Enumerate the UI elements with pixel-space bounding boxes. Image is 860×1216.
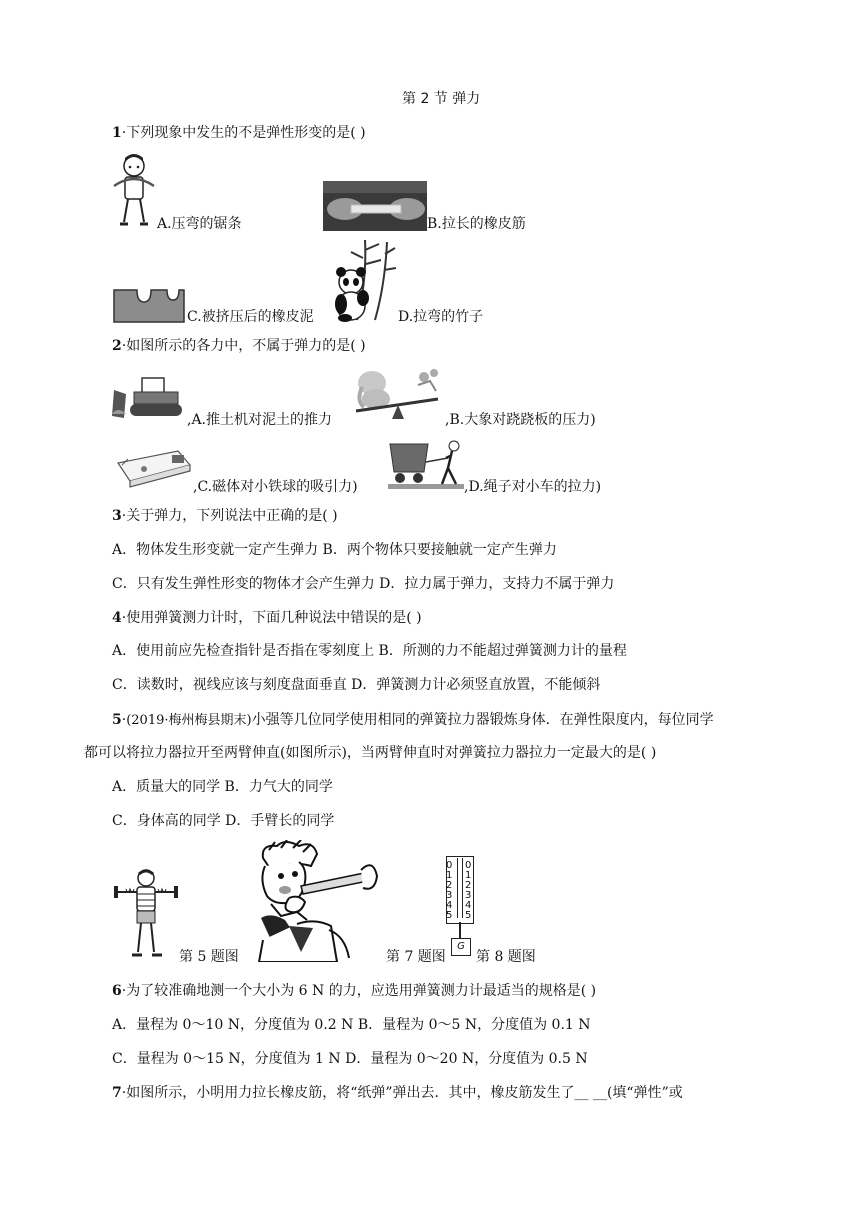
question-number: 4 xyxy=(112,610,122,626)
panda-bamboo-image xyxy=(327,240,397,322)
scale-number-left: 4 xyxy=(446,900,453,911)
question-number: 7 xyxy=(112,1085,122,1101)
boy-bending-saw-image xyxy=(110,152,158,230)
question-3: 3·关于弹力，下列说法中正确的是( ) xyxy=(112,508,338,524)
scale-number-left: 1 xyxy=(446,870,453,881)
question-4: 4·使用弹簧测力计时，下面几种说法中错误的是( ) xyxy=(112,610,422,626)
page-title: 第 2 节 弹力 xyxy=(402,91,481,107)
figure-5-caption: 第 5 题图 xyxy=(179,949,239,965)
question-number: 1 xyxy=(112,125,122,141)
question-number: 2 xyxy=(112,338,122,354)
option-2a: ,A.推土机对泥土的推力 xyxy=(187,412,333,428)
option-1d: D.拉弯的竹子 xyxy=(398,309,484,325)
question-stem: 使用弹簧测力计时，下面几种说法中错误的是( ) xyxy=(126,610,422,626)
question-stem: 关于弹力，下列说法中正确的是( ) xyxy=(126,508,338,524)
bulldozer-image xyxy=(112,374,186,419)
question-1: 1·下列现象中发生的不是弹性形变的是( ) xyxy=(112,125,366,141)
question-stem: 为了较准确地测一个大小为 6 N 的力，应选用弹簧测力计最适当的规格是( ) xyxy=(126,983,597,999)
question-stem: 下列现象中发生的不是弹性形变的是( ) xyxy=(126,125,366,141)
boy-pulling-cart-image xyxy=(388,440,464,490)
options-line: C．量程为 0～15 N，分度值为 1 N D．量程为 0～20 N，分度值为 0.5 N xyxy=(112,1051,588,1067)
option-2d: ,D.绳子对小车的拉力) xyxy=(464,479,602,495)
options-line: C．读数时，视线应该与刻度盘面垂直 D．弹簧测力计必须竖直放置，不能倾斜 xyxy=(112,677,601,693)
option-2b: ,B.大象对跷跷板的压力) xyxy=(445,412,596,428)
scale-number-left: 0 xyxy=(446,860,453,871)
scale-number-left: 3 xyxy=(446,890,453,901)
question-number: 5 xyxy=(112,712,122,728)
question-2: 2·如图所示的各力中，不属于弹力的是( ) xyxy=(112,338,366,354)
question-5: 5·(2019·梅州梅县期末)小强等几位同学使用相同的弹簧拉力器锻炼身体．在弹性限度内，每位同学 xyxy=(112,712,714,728)
option-2c: ,C.磁体对小铁球的吸引力) xyxy=(193,479,358,495)
question-stem-continued: 都可以将拉力器拉开至两臂伸直(如图所示)，当两臂伸直时对弹簧拉力器拉力一定最大的是( ) xyxy=(84,745,657,761)
options-line: C．只有发生弹性形变的物体才会产生弹力 D．拉力属于弹力，支持力不属于弹力 xyxy=(112,576,615,592)
options-line: A．使用前应先检查指针是否指在零刻度上 B．所测的力不能超过弹簧测力计的量程 xyxy=(112,643,627,659)
spring-scale-image xyxy=(446,856,474,964)
question-7: 7·如图所示，小明用力拉长橡皮筋，将“纸弹”弹出去．其中，橡皮筋发生了__ __(填“弹性”或 xyxy=(112,1085,683,1101)
options-line: C．身体高的同学 D．手臂长的同学 xyxy=(112,813,335,829)
question-stem: 如图所示的各力中，不属于弹力的是( ) xyxy=(126,338,366,354)
option-1b: B.拉长的橡皮筋 xyxy=(427,216,526,232)
weight-block: G xyxy=(451,938,471,956)
question-stem: 如图所示，小明用力拉长橡皮筋，将“纸弹”弹出去．其中，橡皮筋发生了__ __(填“弹性”或 xyxy=(126,1085,683,1101)
rubber-band-stretch-image xyxy=(323,181,427,231)
option-1c: C.被挤压后的橡皮泥 xyxy=(187,309,314,325)
options-line: A．物体发生形变就一定产生弹力 B．两个物体只要接触就一定产生弹力 xyxy=(112,542,557,558)
scale-number-right: 0 xyxy=(465,860,472,871)
options-line: A．量程为 0～10 N，分度值为 0.2 N B．量程为 0～5 N，分度值为 0.1 N xyxy=(112,1017,591,1033)
scale-number-right: 2 xyxy=(465,880,472,891)
scale-number-left: 5 xyxy=(446,910,453,921)
figure-8-caption: 第 8 题图 xyxy=(476,949,536,965)
question-number: 3 xyxy=(112,508,122,524)
scale-number-right: 5 xyxy=(465,910,472,921)
scale-number-left: 2 xyxy=(446,880,453,891)
elephant-seesaw-image xyxy=(352,367,444,421)
question-6: 6·为了较准确地测一个大小为 6 N 的力，应选用弹簧测力计最适当的规格是( ) xyxy=(112,983,597,999)
scale-number-right: 4 xyxy=(465,900,472,911)
question-stem: 小强等几位同学使用相同的弹簧拉力器锻炼身体．在弹性限度内，每位同学 xyxy=(251,712,714,728)
scale-number-right: 1 xyxy=(465,870,472,881)
boy-slingshot-image xyxy=(241,840,381,962)
squeezed-clay-image xyxy=(113,288,185,323)
magnet-ball-image xyxy=(114,445,192,490)
question-source: (2019·梅州梅县期末) xyxy=(126,713,252,728)
option-1a: A.压弯的锯条 xyxy=(157,216,242,232)
options-line: A．质量大的同学 B．力气大的同学 xyxy=(112,779,333,795)
question-number: 6 xyxy=(112,983,122,999)
student-spring-exerciser-image xyxy=(112,866,180,962)
scale-number-right: 3 xyxy=(465,890,472,901)
figure-7-caption: 第 7 题图 xyxy=(386,949,446,965)
